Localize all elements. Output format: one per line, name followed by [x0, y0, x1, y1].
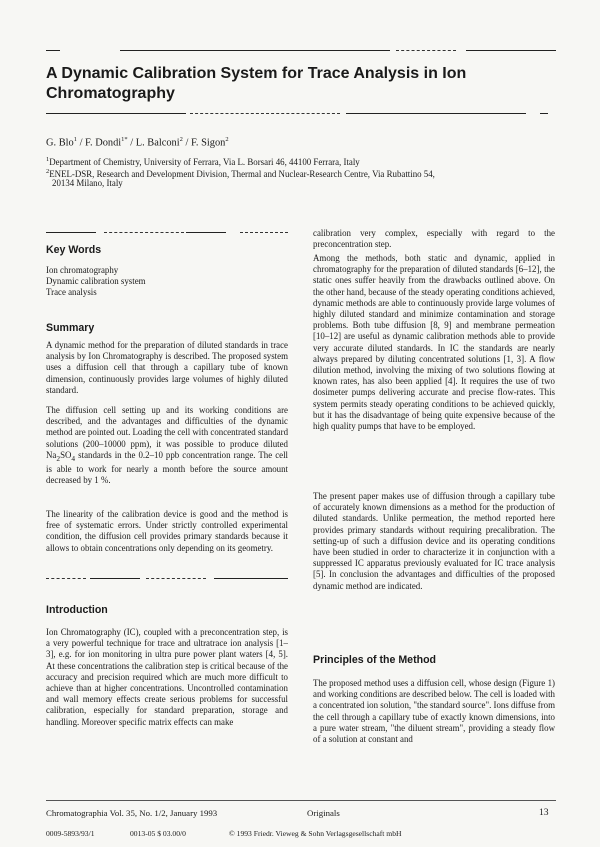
- footer-section: Originals: [307, 808, 340, 818]
- summary-paragraph-3: The linearity of the calibration device is good and the method is free of systematic errors. Under strictly controlled experimental condition, the diffusion cell provides primary standards because it allows to obtain concentrations only depending on its geometry.: [46, 509, 288, 553]
- top-rule-1: [46, 50, 60, 51]
- title-rule-2: [190, 113, 340, 114]
- summary-rule-4: [214, 578, 288, 579]
- affil-text: ENEL-DSR, Research and Development Division, Thermal and Nuclear-Research Centre, Via Rubattino 54,: [49, 168, 435, 179]
- introduction-heading: Introduction: [46, 604, 108, 616]
- title-rule-1: [46, 113, 186, 114]
- footer-rule: [46, 800, 556, 801]
- top-rule-4: [466, 50, 556, 51]
- introduction-paragraph-cont: calibration very complex, especially with regard to the preconcentration step.: [313, 228, 555, 250]
- summary-text: The diffusion cell setting up and its working conditions are described, and the advantages and difficulties of the dynamic method are pointed out. Loading the cell with concentrated standard solutions (200–10000 ppm), it was possible to produce diluted Na: [46, 405, 289, 460]
- keyword-item: Trace analysis: [46, 287, 97, 297]
- author-affil-mark: 1*: [121, 136, 128, 143]
- affil-text: 20134 Milano, Italy: [52, 178, 123, 188]
- summary-rule-3: [146, 578, 206, 579]
- author-name: / F. Dondi: [76, 137, 122, 149]
- page-number: 13: [539, 807, 549, 818]
- subscript: 4: [71, 453, 76, 463]
- footer-price: 0013-05 $ 03.00/0: [130, 829, 186, 838]
- keyword-item: Dynamic calibration system: [46, 276, 146, 286]
- summary-text: standards in the 0.2–10 ppb concentration range. The cell is able to work for nearly a month before the source amount decreased by 1 %.: [46, 449, 288, 485]
- kw-rule-1: [46, 232, 96, 233]
- kw-rule-4: [240, 232, 288, 233]
- affil-text: Department of Chemistry, University of Ferrara, Via L. Borsari 46, 44100 Ferrara, Italy: [49, 156, 360, 167]
- author-list: [46, 136, 229, 148]
- author-affil-mark: 2: [225, 136, 229, 143]
- article-title: A Dynamic Calibration System for Trace Analysis in Ion Chromatography: [46, 65, 467, 102]
- affiliation-2-cont: [52, 178, 562, 189]
- footer-code: 0009-5893/93/1: [46, 829, 95, 838]
- author-name: G. Blo: [46, 137, 74, 149]
- summary-paragraph-1: A dynamic method for the preparation of diluted standards in trace analysis by Ion Chromatography is described. The proposed system uses a diffusion cell that through a capillary tube of known dimension, continuously provides large volumes of highly diluted standard.: [46, 340, 288, 395]
- kw-rule-2: [104, 232, 184, 233]
- keyword-item: Ion chromatography: [46, 265, 119, 275]
- introduction-paragraph-3: The present paper makes use of diffusion through a capillary tube of accurately known dimensions as a method for the production of diluted standards. Unlike permeation, the method reported here provides primary standards without requiring precalibration. The setting-up of such a diffusion device and its operating conditions have been studied in order to characterize it in conjunction with a suppressed IC apparatus previously evaluated for IC trace analysis [5]. In conclusion the advantages and difficulties of the proposed dynamic method are indicated.: [313, 491, 555, 591]
- keywords-heading: Key Words: [46, 244, 102, 256]
- summary-paragraph-2: [46, 405, 288, 486]
- author-affil-mark: 2: [179, 136, 183, 143]
- subscript: 2: [56, 453, 61, 463]
- affil-mark: 1: [46, 156, 50, 163]
- summary-rule-2: [90, 578, 140, 579]
- summary-rule-1: [46, 578, 86, 579]
- title-rule-4: [540, 113, 548, 114]
- summary-heading: Summary: [46, 322, 95, 334]
- top-rule-2: [120, 50, 390, 51]
- introduction-paragraph-2: Among the methods, both static and dynamic, applied in chromatography for the preparation of diluted standards [6–12], the static ones suffer heavily from the drawbacks outlined above. On the other hand, because of the steady operating conditions achieved, dynamic methods are able to continuously provide large volumes of highly diluted standard and minimize contamination and storage problems. Both tube diffusion [8, 9] and membrane permeation [10–12] are useful as dynamic calibration methods able to provide very accurate diluted standards. In IC the standards are nearly always prepared by diluting concentrated solutions [1, 3]. A flow dilution method, involving the mixing of two solutions flowing at known rates, has also been applied [4]. It requires the use of two dosimeter pumps delivering accurate and precise flow-rates. This system permits steady operating conditions to be achieved quickly, but it has the disadvantage of being quite expensive because of the high quality pumps that have to be employed.: [313, 253, 555, 432]
- principles-heading: Principles of the Method: [313, 654, 437, 666]
- title-rule-3: [346, 113, 526, 114]
- top-rule-3: [396, 50, 456, 51]
- author-affil-mark: 1: [73, 136, 77, 143]
- author-name: / L. Balconi: [127, 137, 180, 149]
- introduction-paragraph-1: Ion Chromatography (IC), coupled with a preconcentration step, is a very powerful technique for trace and ultratrace ion analysis [1–3], e.g. for ion monitoring in ultra pure power plant waters [4, 5]. At these concentrations the calibration step is critical because of the accuracy and precision required which are much more difficult to achieve than at higher concentrations. Uncontrolled contamination and wall memory effects create serious problems for successful calibration, especially for standard preparation, storage and handling. Moreover specific matrix effects can make: [46, 627, 288, 727]
- footer-copyright: © 1993 Friedr. Vieweg & Sohn Verlagsgesellschaft mbH: [229, 829, 402, 838]
- author-name: / F. Sigon: [182, 137, 226, 149]
- footer-journal: Chromatographia Vol. 35, No. 1/2, January 1993: [46, 808, 218, 818]
- kw-rule-3: [186, 232, 226, 233]
- summary-text: SO: [60, 449, 72, 460]
- affil-mark: 2: [46, 168, 50, 175]
- principles-paragraph-1: The proposed method uses a diffusion cell, whose design (Figure 1) and working conditions are described below. The cell is loaded with a concentrated ion solution, "the standard source". Ions diffuse from the cell through a capillary tube of exactly known dimensions, into a pure water stream, "the diluent stream", providing a steady flow of a solution at constant and: [313, 678, 555, 745]
